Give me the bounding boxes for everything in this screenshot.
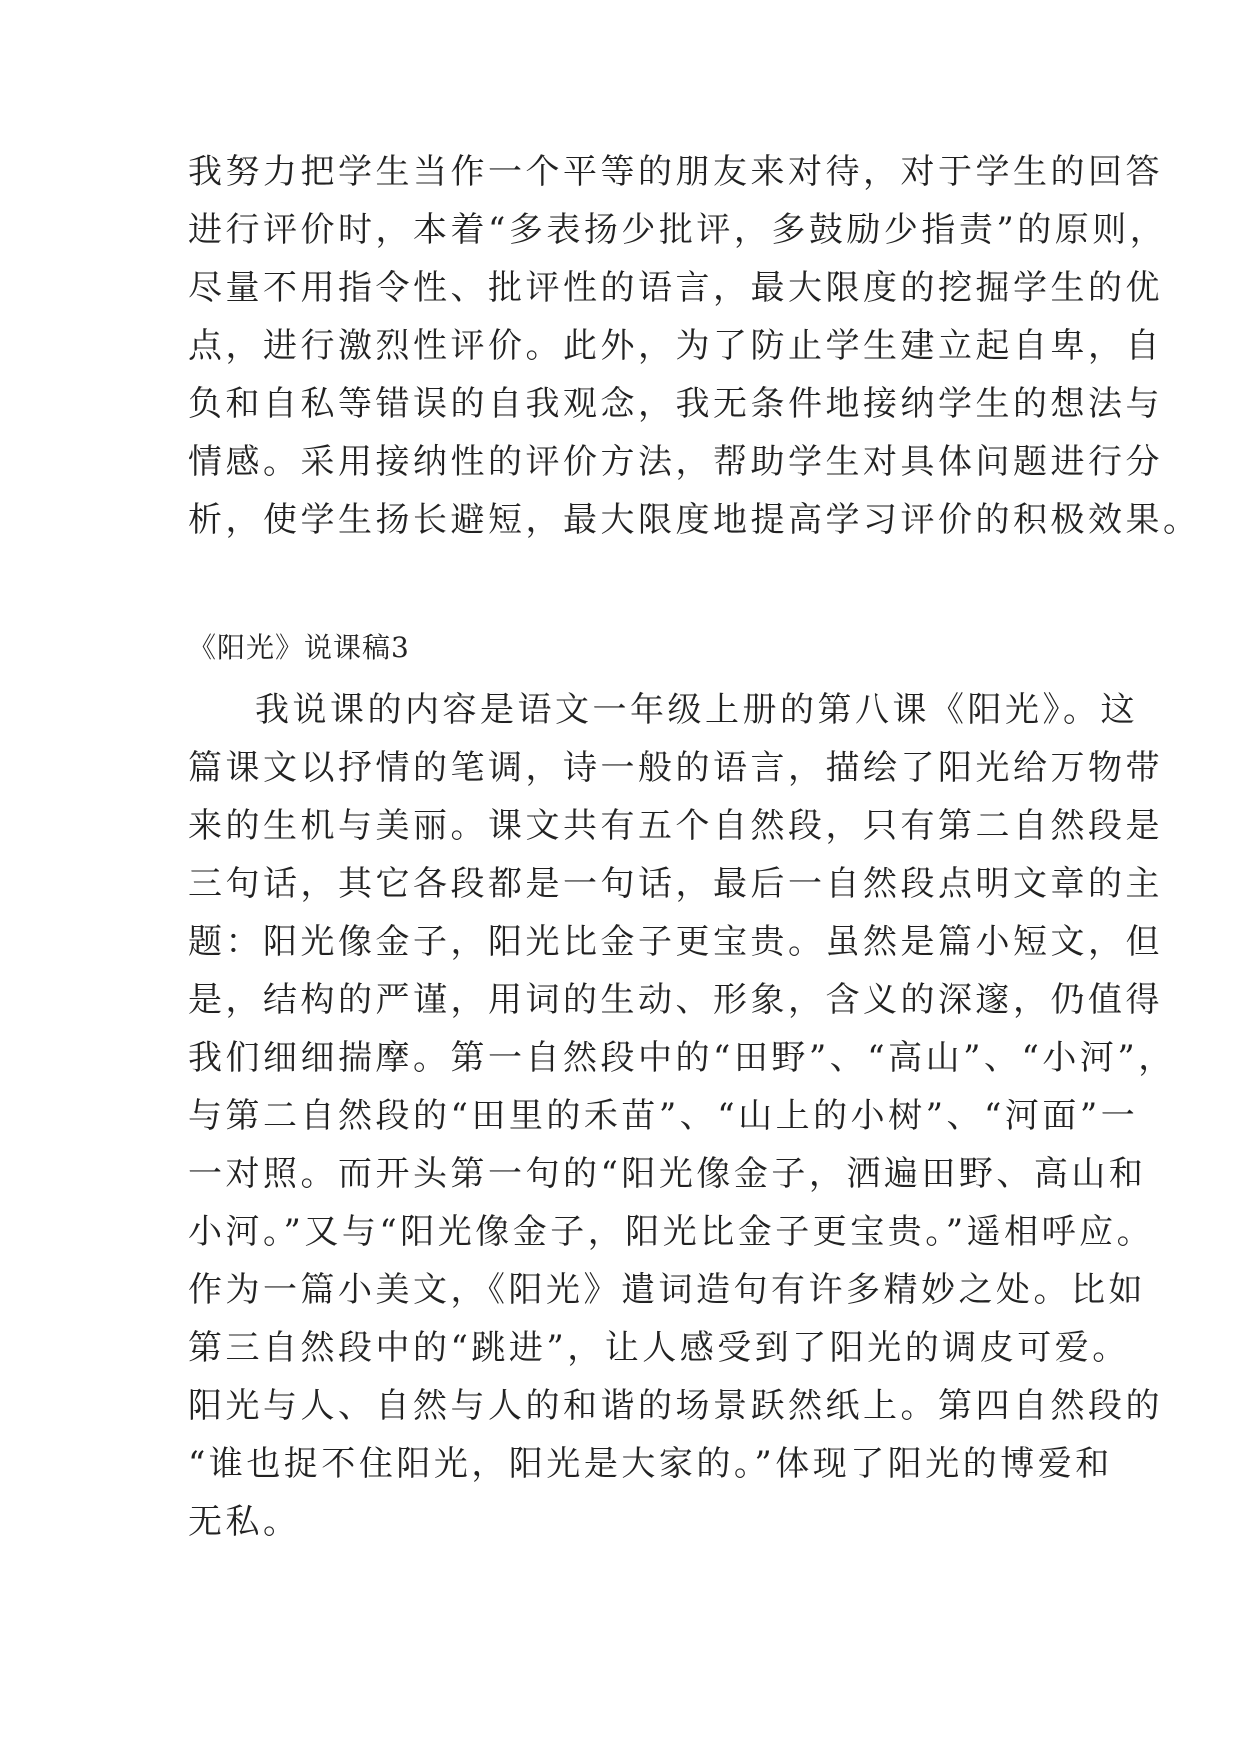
paragraph-line: 与第二自然段的“田里的禾苗”、“山上的小树”、“河面”一 bbox=[188, 1096, 1139, 1136]
paragraph-line: 无私。 bbox=[188, 1502, 301, 1542]
paragraph-line: 负和自私等错误的自我观念，我无条件地接纳学生的想法与 bbox=[188, 384, 1163, 424]
paragraph-line: 阳光与人、自然与人的和谐的场景跃然纸上。第四自然段的 bbox=[188, 1386, 1163, 1426]
paragraph-line: 篇课文以抒情的笔调，诗一般的语言，描绘了阳光给万物带 bbox=[188, 748, 1163, 788]
paragraph-line: 尽量不用指令性、批评性的语言，最大限度的挖掘学生的优 bbox=[188, 268, 1163, 308]
section-heading: 《阳光》说课稿3 bbox=[188, 631, 410, 664]
paragraph-line: 点，进行激烈性评价。此外，为了防止学生建立起自卑，自 bbox=[188, 326, 1163, 366]
paragraph-line: 析，使学生扬长避短，最大限度地提高学习评价的积极效果。 bbox=[188, 500, 1201, 540]
paragraph-line: 是，结构的严谨，用词的生动、形象，含义的深邃，仍值得 bbox=[188, 980, 1163, 1020]
paragraph-line: 作为一篇小美文，《阳光》遣词造句有许多精妙之处。比如 bbox=[188, 1270, 1146, 1310]
paragraph-line: 我说课的内容是语文一年级上册的第八课《阳光》。这 bbox=[255, 690, 1138, 730]
paragraph-line: 我们细细揣摩。第一自然段中的“田野”、“高山”、“小河”， bbox=[188, 1038, 1176, 1078]
paragraph-line: 来的生机与美丽。课文共有五个自然段，只有第二自然段是 bbox=[188, 806, 1163, 846]
paragraph-line: 情感。采用接纳性的评价方法，帮助学生对具体问题进行分 bbox=[188, 442, 1163, 482]
paragraph-line: 一对照。而开头第一句的“阳光像金子，洒遍田野、高山和 bbox=[188, 1154, 1147, 1194]
paragraph-line: 进行评价时，本着“多表扬少批评，多鼓励少指责”的原则， bbox=[188, 210, 1168, 250]
paragraph-line: 第三自然段中的“跳进”，让人感受到了阳光的调皮可爱。 bbox=[188, 1328, 1130, 1368]
paragraph-line: 题：阳光像金子，阳光比金子更宝贵。虽然是篇小短文，但 bbox=[188, 922, 1163, 962]
paragraph-line: 小河。”又与“阳光像金子，阳光比金子更宝贵。”遥相呼应。 bbox=[188, 1212, 1155, 1252]
paragraph-line: 三句话，其它各段都是一句话，最后一自然段点明文章的主 bbox=[188, 864, 1163, 904]
paragraph-line: 我努力把学生当作一个平等的朋友来对待，对于学生的回答 bbox=[188, 152, 1163, 192]
paragraph-line: “谁也捉不住阳光，阳光是大家的。”体现了阳光的博爱和 bbox=[188, 1444, 1113, 1484]
